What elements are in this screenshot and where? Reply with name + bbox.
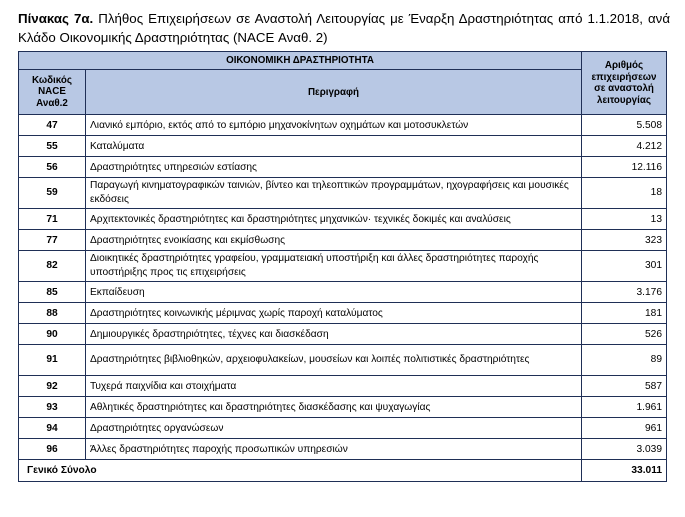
nace-code: 55 <box>19 136 86 157</box>
activity-description: Δραστηριότητες βιβλιοθηκών, αρχειοφυλακείων, μουσείων και λοιπές πολιτιστικές δραστηριότητες <box>86 345 582 376</box>
activity-description: Λιανικό εμπόριο, εκτός από το εμπόριο μηχανοκίνητων οχημάτων και μοτοσυκλετών <box>86 115 582 136</box>
statistics-table <box>18 51 667 482</box>
business-count: 3.039 <box>582 439 667 460</box>
business-count: 4.212 <box>582 136 667 157</box>
table-row <box>19 115 667 136</box>
business-count: 12.116 <box>582 157 667 178</box>
table-row <box>19 282 667 303</box>
nace-code: 59 <box>19 178 86 209</box>
activity-description: Δημιουργικές δραστηριότητες, τέχνες και διασκέδαση <box>86 324 582 345</box>
nace-code: 90 <box>19 324 86 345</box>
total-value: 33.011 <box>582 460 667 482</box>
description-column-header: Περιγραφή <box>86 70 582 115</box>
activity-description: Διοικητικές δραστηριότητες γραφείου, γραμματειακή υποστήριξη και άλλες δραστηριότητες παροχής υποστήριξης προς τις επιχειρήσεις <box>86 251 582 282</box>
table-title-text: Πλήθος Επιχειρήσεων σε Αναστολή Λειτουργίας με Έναρξη Δραστηριότητας από 1.1.2018, ανά Κλάδο Οικονομικής Δραστηριότητας (NACE Αναθ. 2) <box>18 11 671 45</box>
nace-code: 71 <box>19 209 86 230</box>
nace-code: 92 <box>19 376 86 397</box>
table-row <box>19 418 667 439</box>
business-count: 301 <box>582 251 667 282</box>
table-row <box>19 209 667 230</box>
activity-description: Αθλητικές δραστηριότητες και δραστηριότητες διασκέδασης και ψυχαγωγίας <box>86 397 582 418</box>
table-row <box>19 230 667 251</box>
activity-description: Δραστηριότητες κοινωνικής μέριμνας χωρίς παροχή καταλύματος <box>86 303 582 324</box>
table-row <box>19 251 667 282</box>
activity-description: Αρχιτεκτονικές δραστηριότητες και δραστηριότητες μηχανικών· τεχνικές δοκιμές και αναλύσεις <box>86 209 582 230</box>
business-count: 181 <box>582 303 667 324</box>
business-count: 961 <box>582 418 667 439</box>
business-count: 3.176 <box>582 282 667 303</box>
activity-description: Δραστηριότητες υπηρεσιών εστίασης <box>86 157 582 178</box>
business-count: 1.961 <box>582 397 667 418</box>
business-count: 323 <box>582 230 667 251</box>
total-label: Γενικό Σύνολο <box>19 460 582 482</box>
business-count: 5.508 <box>582 115 667 136</box>
table-title <box>18 9 670 47</box>
nace-code: 94 <box>19 418 86 439</box>
nace-code: 91 <box>19 345 86 376</box>
table-row <box>19 324 667 345</box>
activity-description: Καταλύματα <box>86 136 582 157</box>
nace-code: 93 <box>19 397 86 418</box>
count-column-header: Αριθμός επιχειρήσεων σε αναστολή λειτουργίας <box>582 52 667 115</box>
nace-code: 96 <box>19 439 86 460</box>
economic-activity-header: ΟΙΚΟΝΟΜΙΚΗ ΔΡΑΣΤΗΡΙΟΤΗΤΑ <box>19 52 582 70</box>
business-count: 526 <box>582 324 667 345</box>
code-column-header: Κωδικός NACE Αναθ.2 <box>19 70 86 115</box>
business-count: 89 <box>582 345 667 376</box>
table-row <box>19 303 667 324</box>
nace-code: 77 <box>19 230 86 251</box>
activity-description: Εκπαίδευση <box>86 282 582 303</box>
table-row <box>19 439 667 460</box>
activity-description: Τυχερά παιχνίδια και στοιχήματα <box>86 376 582 397</box>
activity-description: Άλλες δραστηριότητες παροχής προσωπικών υπηρεσιών <box>86 439 582 460</box>
table-title-prefix: Πίνακας 7α. <box>18 11 94 26</box>
business-count: 18 <box>582 178 667 209</box>
activity-description: Δραστηριότητες οργανώσεων <box>86 418 582 439</box>
total-row <box>19 460 667 482</box>
activity-description: Παραγωγή κινηματογραφικών ταινιών, βίντεο και τηλεοπτικών προγραμμάτων, ηχογραφήσεις και μουσικές εκδόσεις <box>86 178 582 209</box>
table-row <box>19 178 667 209</box>
table-row <box>19 376 667 397</box>
business-count: 587 <box>582 376 667 397</box>
nace-code: 82 <box>19 251 86 282</box>
table-row <box>19 397 667 418</box>
business-count: 13 <box>582 209 667 230</box>
nace-code: 56 <box>19 157 86 178</box>
table-row <box>19 136 667 157</box>
activity-description: Δραστηριότητες ενοικίασης και εκμίσθωσης <box>86 230 582 251</box>
table-row <box>19 157 667 178</box>
nace-code: 47 <box>19 115 86 136</box>
nace-code: 85 <box>19 282 86 303</box>
table-row <box>19 345 667 376</box>
nace-code: 88 <box>19 303 86 324</box>
